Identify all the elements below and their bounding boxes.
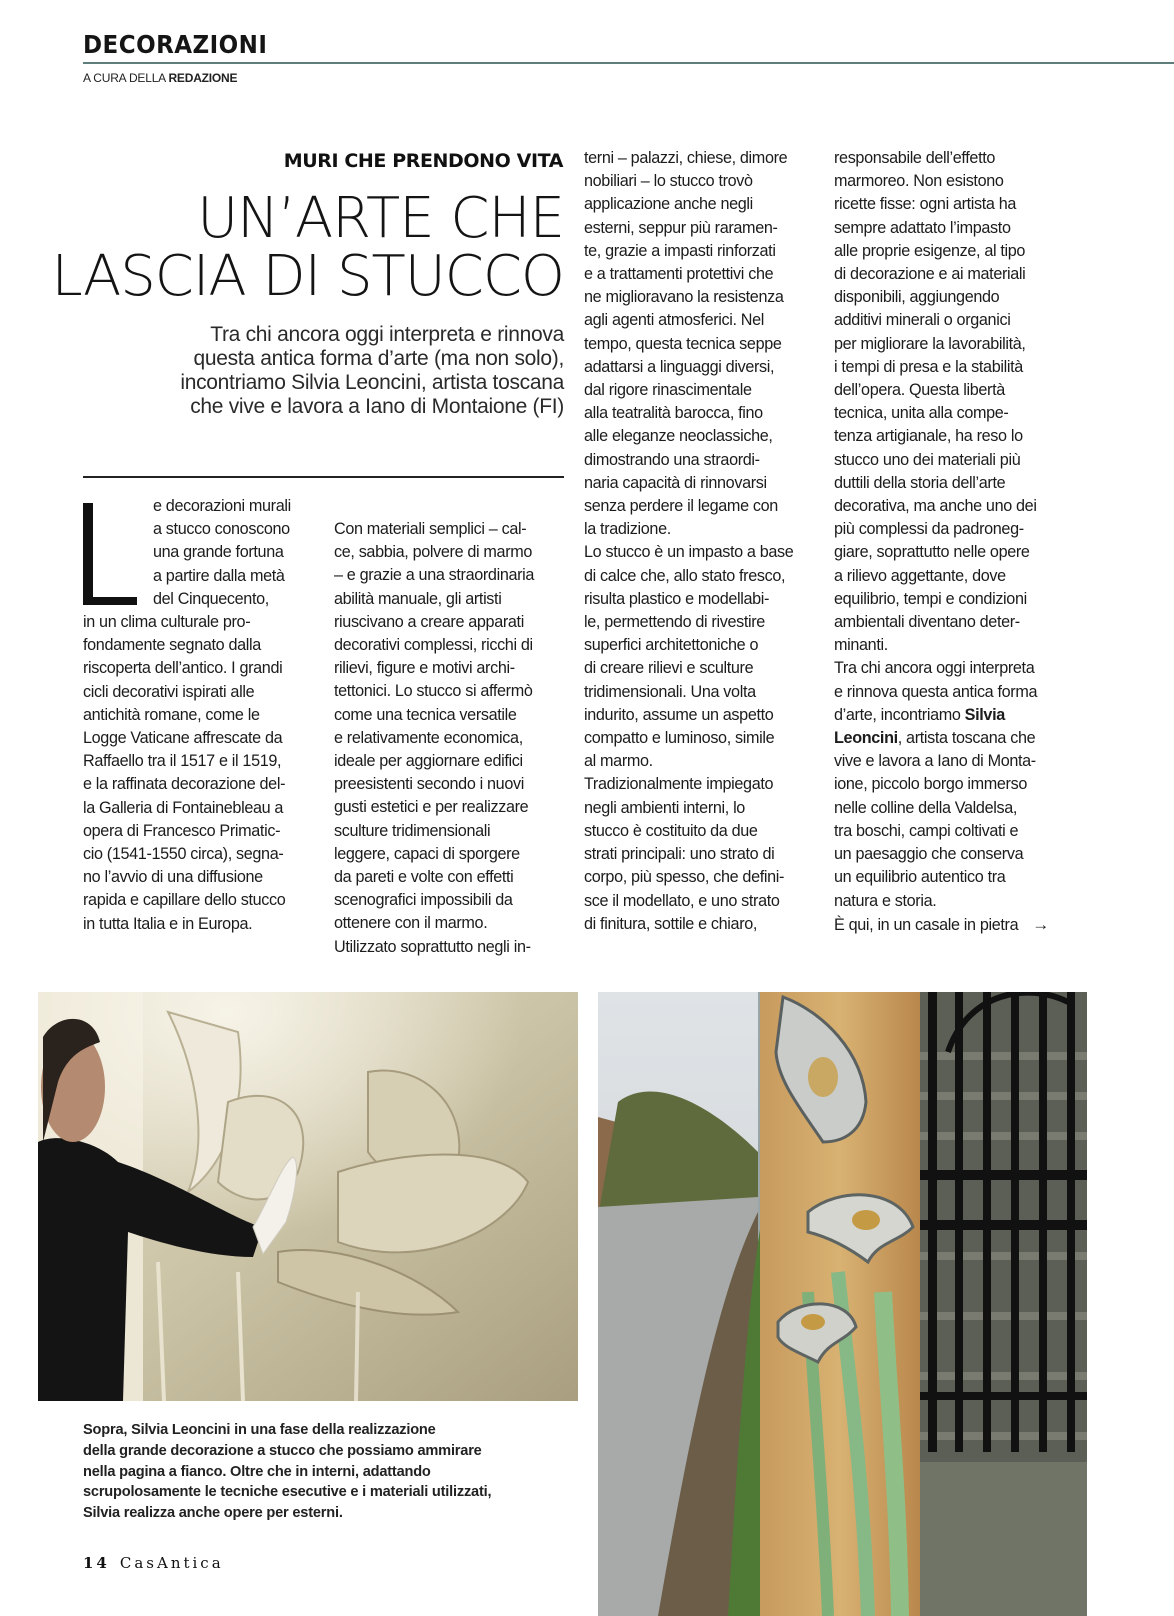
- text-line: in un clima culturale pro-: [83, 613, 251, 632]
- caption-line: Silvia realizza anche opere per esterni.: [83, 1505, 343, 1522]
- text-line: Utilizzato soprattutto negli in-: [334, 937, 531, 956]
- text-line: ottenere con il marmo.: [334, 914, 488, 933]
- text-line: un paesaggio che conserva: [834, 845, 1024, 864]
- text-line: rapida e capillare dello stucco: [83, 891, 286, 910]
- text-line: dal rigore rinascimentale: [584, 381, 752, 400]
- text-line: agli agenti atmosferici. Nel: [584, 311, 765, 330]
- text-line: del Cinquecento,: [153, 589, 269, 608]
- text-line: sempre adattato l’impasto: [834, 218, 1011, 237]
- caption-line: Sopra, Silvia Leoncini in una fase della realizzazione: [83, 1422, 436, 1438]
- text-line: senza perdere il legame con: [584, 497, 778, 516]
- text-line: risulta plastico e modellabi-: [584, 589, 770, 608]
- text-line: nelle colline della Valdelsa,: [834, 798, 1018, 817]
- text-line: alle eleganze neoclassiche,: [584, 427, 773, 446]
- text-line: dimostrando una straordi-: [584, 450, 760, 469]
- text-line: tenza artigianale, ha reso lo: [834, 427, 1023, 446]
- text-line: a partire dalla metà: [153, 566, 285, 585]
- byline-author: REDAZIONE: [168, 71, 238, 85]
- body-column-4: [834, 147, 1074, 937]
- text-line: a stucco conoscono: [153, 520, 290, 539]
- text-line: nobiliari – lo stucco trovò: [584, 172, 753, 191]
- text-line: equilibrio, tempi e condizioni: [834, 589, 1027, 608]
- text-fragment: , artista toscana che: [897, 729, 1036, 748]
- text-line: decorativi complessi, ricchi di: [334, 636, 533, 655]
- text-line: natura e storia.: [834, 891, 937, 910]
- text-line: da pareti e volte con effetti: [334, 868, 514, 887]
- text-line: tempo, questa tecnica seppe: [584, 334, 782, 353]
- text-line: giare, soprattutto nelle opere: [834, 543, 1030, 562]
- text-line: tra boschi, campi coltivati e: [834, 821, 1019, 840]
- photo-artist-at-wall: [38, 992, 578, 1401]
- text-line: cicli decorativi ispirati alle: [83, 682, 255, 701]
- headline-line: LASCIA DI STUCCO: [51, 244, 564, 309]
- text-line: ideale per aggiornare edifici: [334, 752, 523, 771]
- text-line: ione, piccolo borgo immerso: [834, 775, 1027, 794]
- text-line: più complessi da padroneg-: [834, 520, 1024, 539]
- text-line: scenografici impossibili da: [334, 891, 513, 910]
- text-line: Tradizionalmente impiegato: [584, 775, 774, 794]
- text-line: decorativa, ma anche uno dei: [834, 497, 1037, 516]
- photo-caption: [83, 1420, 583, 1524]
- text-line: a rilievo aggettante, dove: [834, 566, 1006, 585]
- text-line: Logge Vaticane affrescate da: [83, 729, 283, 748]
- text-line: – e grazie a una straordinaria: [334, 566, 535, 585]
- text-line: una grande fortuna: [153, 543, 284, 562]
- text-line: cio (1541-1550 circa), segna-: [83, 845, 284, 864]
- text-line: leggere, capaci di sporgere: [334, 844, 520, 863]
- text-line: preesistenti secondo i nuovi: [334, 775, 524, 794]
- text-line: disponibili, aggiungendo: [834, 288, 1000, 307]
- text-line: la Galleria di Fontainebleau a: [83, 798, 284, 817]
- text-line: e rinnova questa antica forma: [834, 682, 1038, 701]
- text-fragment: È qui, in un casale in pietra: [834, 915, 1019, 934]
- text-line: riscoperta dell’antico. I grandi: [83, 659, 283, 678]
- text-line: te, grazie a impasti rinforzati: [584, 241, 776, 260]
- photo-artist-illustration: [38, 992, 578, 1401]
- text-line: e la raffinata decorazione del-: [83, 775, 286, 794]
- section-title: DECORAZIONI: [83, 30, 268, 59]
- text-line: minanti.: [834, 636, 888, 655]
- headline-line: UN’ARTE CHE: [197, 186, 564, 251]
- text-line: sculture tridimensionali: [334, 821, 491, 840]
- caption-line: scrupolosamente le tecniche esecutive e i materiali utilizzati,: [83, 1484, 492, 1501]
- text-line: esterni, seppur più raramen-: [584, 218, 778, 237]
- text-line: applicazione anche negli: [584, 195, 753, 214]
- text-line: di creare rilievi e sculture: [584, 659, 754, 678]
- text-line: Tra chi ancora oggi interpreta: [834, 659, 1035, 678]
- text-line: di calce che, allo stato fresco,: [584, 566, 786, 585]
- photo-outdoor-pillar: [598, 992, 1087, 1616]
- byline: [83, 71, 237, 85]
- text-line: [834, 913, 1074, 937]
- text-line: riuscivano a creare apparati: [334, 612, 524, 631]
- text-line: fondamente segnato dalla: [83, 636, 261, 655]
- text-line: ce, sabbia, polvere di marmo: [334, 543, 533, 562]
- caption-line: della grande decorazione a stucco che possiamo ammirare: [83, 1442, 482, 1459]
- text-line: tecnica, unita alla compe-: [834, 404, 1009, 423]
- continue-arrow-icon[interactable]: →: [1032, 914, 1049, 934]
- column-4-tail: [834, 750, 1074, 912]
- text-line: corpo, più spesso, che defini-: [584, 868, 785, 887]
- text-line: e a trattamenti protettivi che: [584, 265, 774, 284]
- body-column-2: [334, 518, 574, 959]
- text-line: tettonici. Lo stucco si affermò: [334, 682, 533, 701]
- text-line: per migliorare la lavorabilità,: [834, 334, 1026, 353]
- divider-rule: [83, 476, 564, 478]
- text-line: rilievi, figure e motivi archi-: [334, 659, 515, 678]
- text-line: marmoreo. Non esistono: [834, 172, 1004, 191]
- text-line: alle proprie esigenze, al tipo: [834, 241, 1026, 260]
- text-line: antichità romane, come le: [83, 705, 260, 724]
- text-line: vive e lavora a Iano di Monta-: [834, 752, 1036, 771]
- text-line: gusti estetici e per realizzare: [334, 798, 529, 817]
- kicker: MURI CHE PRENDONO VITA: [283, 150, 563, 172]
- text-line: terni – palazzi, chiese, dimore: [584, 149, 788, 167]
- text-line: adattarsi a linguaggi diversi,: [584, 357, 775, 376]
- body-column-3: [584, 147, 824, 936]
- text-line: i tempi di presa e la stabilità: [834, 357, 1023, 376]
- text-line: ambientali diventano deter-: [834, 613, 1020, 632]
- text-line: no l’avvio di una diffusione: [83, 868, 263, 887]
- text-line: negli ambienti interni, lo: [584, 798, 745, 817]
- text-line: Con materiali semplici – cal-: [334, 520, 527, 538]
- text-line: e decorazioni murali: [153, 497, 291, 515]
- dropcap-lines: [83, 495, 323, 611]
- text-line: e relativamente economica,: [334, 728, 523, 747]
- text-line: opera di Francesco Primatic-: [83, 821, 281, 840]
- text-line: additivi minerali o organici: [834, 311, 1011, 330]
- text-line: la tradizione.: [584, 520, 671, 539]
- text-line: abilità manuale, gli artisti: [334, 589, 502, 608]
- standfirst-line: Tra chi ancora oggi interpreta e rinnova: [210, 323, 564, 346]
- photo-pillar-illustration: [598, 992, 1087, 1616]
- caption-line: nella pagina a fianco. Oltre che in interni, adattando: [83, 1463, 431, 1480]
- text-line: un equilibrio autentico tra: [834, 868, 1006, 887]
- text-line: Lo stucco è un impasto a base: [584, 543, 794, 562]
- text-fragment: d’arte, incontriamo: [834, 705, 965, 724]
- text-line: tridimensionali. Una volta: [584, 682, 756, 701]
- text-line: Raffaello tra il 1517 e il 1519,: [83, 752, 282, 771]
- page-footer: [83, 1554, 224, 1572]
- byline-prefix: A CURA DELLA: [83, 71, 166, 85]
- artist-name-last: Leoncini: [834, 729, 898, 748]
- text-line: ricette fisse: ogni artista ha: [834, 195, 1017, 214]
- headline: [40, 186, 564, 309]
- text-line: strati principali: uno strato di: [584, 845, 775, 864]
- text-line: stucco è costituito da due: [584, 821, 758, 840]
- magazine-name: CasAntica: [119, 1554, 224, 1572]
- standfirst-line: che vive e lavora a Iano di Montaione (FI): [190, 395, 564, 418]
- text-line: compatto e luminoso, simile: [584, 729, 775, 748]
- text-line: le, permettendo di rivestire: [584, 613, 765, 632]
- text-line: sce il modellato, e uno strato: [584, 891, 780, 910]
- text-line: [834, 727, 1074, 750]
- header-rule: [83, 62, 1174, 64]
- text-line: naria capacità di rinnovarsi: [584, 473, 767, 492]
- artist-name-first: Silvia: [964, 705, 1005, 724]
- text-line: di decorazione e ai materiali: [834, 265, 1026, 284]
- text-line: duttili della storia dell’arte: [834, 473, 1006, 492]
- text-line: dell’opera. Questa libertà: [834, 381, 1005, 400]
- column-4-lines: [834, 147, 1074, 704]
- text-line: in tutta Italia e in Europa.: [83, 914, 253, 933]
- page-number: 14: [83, 1554, 110, 1572]
- standfirst-line: questa antica forma d’arte (ma non solo),: [193, 347, 564, 370]
- standfirst-line: incontriamo Silvia Leoncini, artista toscana: [180, 371, 564, 394]
- text-line: alla teatralità barocca, fino: [584, 404, 763, 423]
- text-line: [834, 704, 1074, 727]
- text-line: al marmo.: [584, 752, 653, 771]
- text-line: indurito, assume un aspetto: [584, 705, 774, 724]
- text-line: superfici architettoniche o: [584, 636, 759, 655]
- text-line: stucco uno dei materiali più: [834, 450, 1021, 469]
- column-1-lines: [83, 611, 323, 936]
- text-line: come una tecnica versatile: [334, 705, 517, 724]
- body-column-1: [83, 495, 323, 936]
- text-line: ne miglioravano la resistenza: [584, 288, 784, 307]
- text-line: di finitura, sottile e chiaro,: [584, 914, 758, 933]
- text-line: responsabile dell’effetto: [834, 149, 996, 167]
- standfirst: [110, 323, 564, 419]
